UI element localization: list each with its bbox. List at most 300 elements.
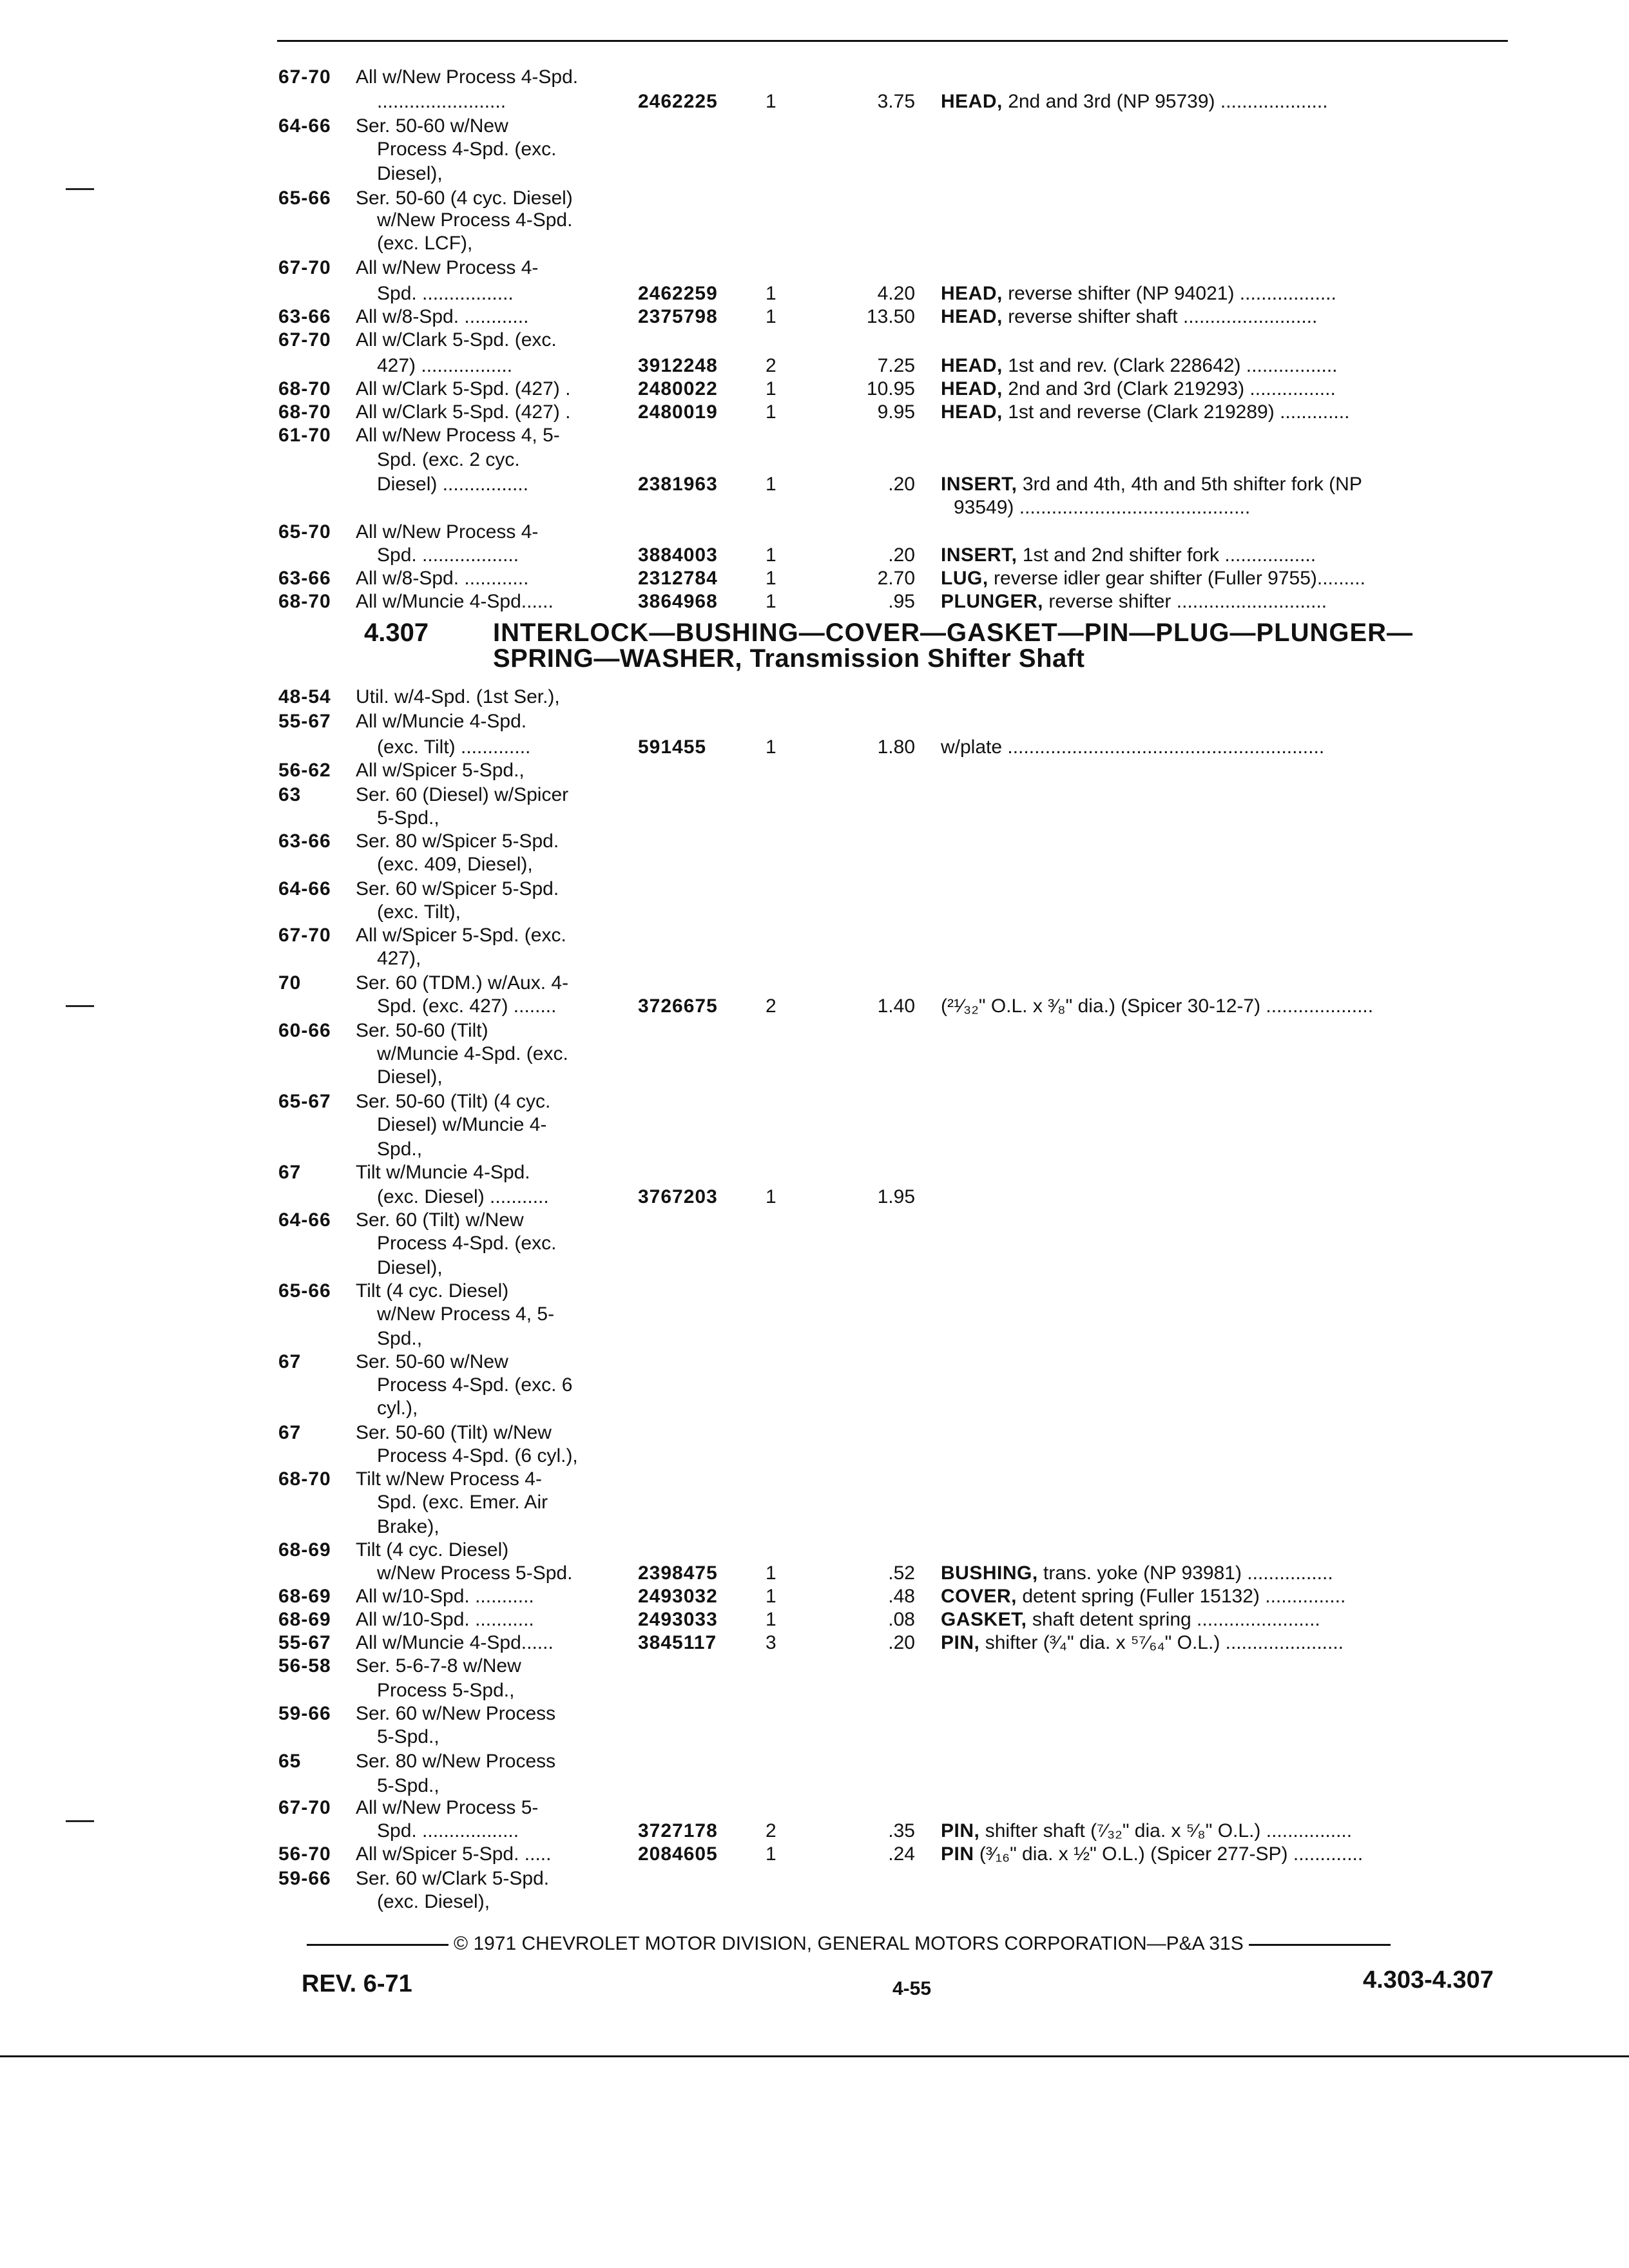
application: Tilt (4 cyc. Diesel) — [356, 1280, 509, 1302]
model-years: 67-70 — [278, 925, 331, 946]
model-years: 63-66 — [278, 306, 331, 327]
model-years: 68-69 — [278, 1539, 331, 1561]
part-name: GASKET, — [941, 1609, 1027, 1630]
application: Spd. .................. — [377, 544, 519, 566]
model-years: 59-66 — [278, 1868, 331, 1889]
application: 5-Spd., — [377, 1775, 439, 1796]
parts-row — [0, 376, 1629, 402]
description-text: reverse shifter shaft ......................... — [1008, 306, 1318, 327]
application: Diesel) w/Muncie 4- — [377, 1114, 547, 1135]
description-text: 1st and 2nd shifter fork ................. — [1022, 544, 1316, 566]
parts-row — [0, 758, 1629, 783]
application: Spd. .................. — [377, 1820, 519, 1841]
application: Util. w/4-Spd. (1st Ser.), — [356, 686, 560, 707]
description — [941, 1818, 1352, 1844]
parts-row — [0, 1396, 1629, 1421]
description — [941, 281, 1336, 307]
part-number: 2493033 — [638, 1609, 718, 1630]
part-name: HEAD, — [941, 378, 1003, 399]
section-number: 4.307 — [364, 619, 429, 647]
parts-row — [0, 566, 1629, 591]
parts-row — [0, 1537, 1629, 1563]
parts-row — [0, 1326, 1629, 1352]
parts-row — [0, 447, 1629, 473]
section-title-line-2: SPRING—WASHER, Transmission Shifter Shaft — [493, 644, 1085, 673]
parts-row — [0, 1231, 1629, 1256]
description-text: w/plate ........................................................... — [941, 736, 1325, 758]
rule-right — [1249, 1944, 1391, 1946]
quantity: 2 — [766, 995, 776, 1017]
parts-row — [0, 1184, 1629, 1210]
parts-row — [0, 994, 1629, 1019]
quantity: 2 — [766, 355, 776, 376]
model-years: 67-70 — [278, 257, 331, 278]
application: Ser. 50-60 w/New — [356, 1351, 508, 1372]
application: (exc. Diesel), — [377, 1891, 490, 1912]
parts-row — [0, 876, 1629, 902]
model-years: 65-66 — [278, 187, 331, 209]
quantity: 1 — [766, 736, 776, 758]
application: Process 4-Spd. (6 cyl.), — [377, 1445, 578, 1466]
parts-row — [0, 113, 1629, 139]
model-years: 55-67 — [278, 1632, 331, 1653]
parts-row — [0, 495, 1629, 521]
application: Diesel), — [377, 1066, 443, 1088]
parts-row — [0, 1889, 1629, 1915]
parts-row — [0, 1112, 1629, 1138]
price: 10.95 — [866, 378, 915, 399]
part-number: 2398475 — [638, 1562, 718, 1584]
quantity: 3 — [766, 1632, 776, 1653]
model-years: 56-70 — [278, 1843, 331, 1865]
price: 1.95 — [877, 1186, 915, 1207]
application: Ser. 60 w/Clark 5-Spd. — [356, 1868, 550, 1889]
parts-row — [0, 1561, 1629, 1586]
description-text: shifter (³⁄₄" dia. x ⁵⁷⁄₆₄" O.L.) ...................... — [985, 1632, 1344, 1653]
page-number: 4-55 — [892, 1978, 932, 1999]
model-years: 68-70 — [278, 401, 331, 423]
description — [941, 376, 1336, 402]
part-name: HEAD, — [941, 283, 1003, 304]
parts-row — [0, 899, 1629, 925]
parts-row — [0, 399, 1629, 425]
parts-row — [0, 1795, 1629, 1821]
parts-row — [0, 231, 1629, 256]
price: 2.70 — [877, 568, 915, 589]
parts-row — [0, 1653, 1629, 1679]
description — [941, 1841, 1363, 1867]
application: Ser. 50-60 (Tilt) w/New — [356, 1422, 552, 1443]
model-years: 67-70 — [278, 329, 331, 351]
quantity: 1 — [766, 1186, 776, 1207]
part-name: HEAD, — [941, 401, 1003, 423]
parts-row — [0, 1255, 1629, 1281]
parts-row — [0, 353, 1629, 379]
part-number: 2480019 — [638, 401, 718, 423]
parts-row — [0, 782, 1629, 808]
part-number: 3727178 — [638, 1820, 718, 1841]
parts-row — [0, 684, 1629, 710]
description-text: 93549) ........................................... — [954, 497, 1251, 518]
application: All w/New Process 4-Spd. — [356, 66, 579, 88]
description — [941, 1584, 1345, 1610]
parts-row — [0, 1678, 1629, 1704]
application: Spd. ................. — [377, 283, 514, 304]
price: .20 — [888, 544, 915, 566]
price: .48 — [888, 1586, 915, 1607]
model-years: 65 — [278, 1751, 302, 1772]
application: Spd., — [377, 1139, 423, 1160]
part-number: 3912248 — [638, 355, 718, 376]
application: Ser. 50-60 w/New — [356, 115, 508, 137]
parts-row — [0, 970, 1629, 996]
part-name: PLUNGER, — [941, 591, 1044, 612]
part-number: 2462259 — [638, 283, 718, 304]
model-years: 64-66 — [278, 1209, 331, 1231]
part-number: 2493032 — [638, 1586, 718, 1607]
part-name: COVER, — [941, 1586, 1017, 1607]
application: All w/10-Spd. ........... — [356, 1609, 534, 1630]
application: All w/Muncie 4-Spd. — [356, 711, 527, 732]
description — [941, 1630, 1344, 1656]
model-years: 63-66 — [278, 568, 331, 589]
parts-row — [0, 1724, 1629, 1750]
parts-row — [0, 304, 1629, 330]
quantity: 1 — [766, 91, 776, 112]
price: .20 — [888, 474, 915, 495]
description-text: shaft detent spring ....................... — [1032, 1609, 1320, 1630]
description — [941, 89, 1328, 115]
parts-row — [0, 1514, 1629, 1540]
parts-row — [0, 1866, 1629, 1892]
model-years: 60-66 — [278, 1020, 331, 1041]
parts-row — [0, 1278, 1629, 1304]
quantity: 1 — [766, 1609, 776, 1630]
description-text: reverse shifter (NP 94021) .................. — [1008, 283, 1336, 304]
quantity: 1 — [766, 401, 776, 423]
parts-row — [0, 1372, 1629, 1398]
parts-row — [0, 1160, 1629, 1186]
parts-row — [0, 1630, 1629, 1656]
application: Diesel), — [377, 1257, 443, 1278]
application: All w/Clark 5-Spd. (427) . — [356, 401, 571, 423]
price: .24 — [888, 1843, 915, 1865]
application: Ser. 5-6-7-8 w/New — [356, 1655, 521, 1677]
description-text: reverse shifter ............................ — [1048, 591, 1327, 612]
part-name: BUSHING, — [941, 1562, 1038, 1584]
part-name: LUG, — [941, 568, 988, 589]
application: Ser. 50-60 (Tilt) — [356, 1020, 488, 1041]
part-number: 2480022 — [638, 378, 718, 399]
parts-row — [0, 1089, 1629, 1115]
parts-row — [0, 423, 1629, 448]
application: 427) ................. — [377, 355, 513, 376]
application: Ser. 60 w/Spicer 5-Spd. — [356, 878, 559, 899]
description-text: reverse idler gear shifter (Fuller 9755)......... — [994, 568, 1365, 589]
application: Ser. 50-60 (Tilt) (4 cyc. — [356, 1091, 551, 1112]
application: All w/New Process 5- — [356, 1797, 539, 1818]
part-number: 3864968 — [638, 591, 718, 612]
price: 3.75 — [877, 91, 915, 112]
quantity: 1 — [766, 306, 776, 327]
quantity: 1 — [766, 544, 776, 566]
price: .35 — [888, 1820, 915, 1841]
model-years: 64-66 — [278, 115, 331, 137]
model-years: 67-70 — [278, 1797, 331, 1818]
model-years: 55-67 — [278, 711, 331, 732]
parts-row — [0, 923, 1629, 948]
application: Process 4-Spd. (exc. 6 — [377, 1374, 573, 1396]
description — [941, 399, 1349, 425]
application: Tilt (4 cyc. Diesel) — [356, 1539, 509, 1561]
parts-row — [0, 1041, 1629, 1067]
parts-row — [0, 472, 1629, 497]
application: (exc. Tilt), — [377, 901, 461, 923]
application: Tilt w/Muncie 4-Spd. — [356, 1162, 530, 1183]
parts-row — [0, 829, 1629, 854]
quantity: 1 — [766, 1586, 776, 1607]
parts-row — [0, 589, 1629, 615]
parts-row — [0, 137, 1629, 162]
parts-row — [0, 735, 1629, 760]
part-number: 3767203 — [638, 1186, 718, 1207]
copyright-text: © 1971 CHEVROLET MOTOR DIVISION, GENERAL MOTORS CORPORATION—P&A 31S — [454, 1933, 1244, 1954]
part-number: 3726675 — [638, 995, 718, 1017]
application: Spd. (exc. 427) ........ — [377, 995, 557, 1017]
parts-row — [0, 161, 1629, 187]
quantity: 1 — [766, 474, 776, 495]
part-name: PIN, — [941, 1632, 980, 1653]
application: Ser. 80 w/Spicer 5-Spd. — [356, 831, 559, 852]
application: Tilt w/New Process 4- — [356, 1468, 542, 1490]
quantity: 1 — [766, 283, 776, 304]
part-name: HEAD, — [941, 91, 1003, 112]
quantity: 1 — [766, 591, 776, 612]
application: Ser. 80 w/New Process — [356, 1751, 556, 1772]
quantity: 1 — [766, 568, 776, 589]
bottom-rule — [0, 2055, 1629, 2057]
rule-left — [307, 1944, 448, 1946]
model-years: 68-70 — [278, 591, 331, 612]
model-years: 67-70 — [278, 66, 331, 88]
application: Process 4-Spd. (exc. — [377, 1233, 557, 1254]
parts-row — [0, 1443, 1629, 1469]
description-text: (³⁄₁₆" dia. x ½" O.L.) (Spicer 277-SP) ............. — [979, 1843, 1364, 1865]
description — [941, 1607, 1320, 1633]
application: Ser. 60 (TDM.) w/Aux. 4- — [356, 972, 569, 994]
description-text: shifter shaft (⁷⁄₃₂" dia. x ⁵⁄₈" O.L.) ................ — [985, 1820, 1353, 1841]
parts-row — [0, 1349, 1629, 1375]
description — [941, 353, 1338, 379]
price: 4.20 — [877, 283, 915, 304]
application: All w/8-Spd. ............ — [356, 306, 529, 327]
copyright-line — [302, 1933, 1396, 1955]
model-years: 59-66 — [278, 1703, 331, 1724]
description — [941, 566, 1365, 591]
parts-row — [0, 1701, 1629, 1727]
application: Spd. (exc. Emer. Air — [377, 1492, 548, 1513]
application: All w/New Process 4- — [356, 521, 539, 543]
parts-row — [0, 1137, 1629, 1162]
part-number: 2462225 — [638, 91, 718, 112]
application: ........................ — [377, 91, 506, 112]
part-name: INSERT, — [941, 474, 1017, 495]
application: Ser. 60 w/New Process — [356, 1703, 556, 1724]
model-years: 68-69 — [278, 1586, 331, 1607]
application: Diesel), — [377, 163, 443, 184]
parts-row — [0, 1018, 1629, 1044]
application: Ser. 50-60 (4 cyc. Diesel) — [356, 187, 573, 209]
price: 7.25 — [877, 355, 915, 376]
model-years: 63 — [278, 784, 302, 805]
application: All w/New Process 4- — [356, 257, 539, 278]
application: All w/Muncie 4-Spd...... — [356, 1632, 554, 1653]
application: Process 5-Spd., — [377, 1680, 515, 1701]
parts-row — [0, 1584, 1629, 1610]
model-years: 68-70 — [278, 1468, 331, 1490]
price: .95 — [888, 591, 915, 612]
application: All w/New Process 4, 5- — [356, 425, 560, 446]
part-number: 3845117 — [638, 1632, 717, 1653]
parts-row — [0, 1607, 1629, 1633]
price: .08 — [888, 1609, 915, 1630]
application: w/New Process 5-Spd. — [377, 1562, 573, 1584]
parts-row — [0, 327, 1629, 353]
model-years: 68-70 — [278, 378, 331, 399]
parts-row — [0, 89, 1629, 115]
part-name: HEAD, — [941, 306, 1003, 327]
model-years: 67 — [278, 1162, 302, 1183]
model-years: 65-70 — [278, 521, 331, 543]
parts-row — [0, 1064, 1629, 1090]
price: .52 — [888, 1562, 915, 1584]
parts-row — [0, 1749, 1629, 1774]
description — [941, 589, 1327, 615]
application: All w/Clark 5-Spd. (427) . — [356, 378, 571, 399]
parts-row — [0, 1207, 1629, 1233]
parts-row — [0, 1302, 1629, 1327]
application: All w/Muncie 4-Spd...... — [356, 591, 554, 612]
description-text: (²¹⁄₃₂" O.L. x ³⁄₈" dia.) (Spicer 30-12-7) .................... — [941, 995, 1374, 1017]
description-text: detent spring (Fuller 15132) ............... — [1022, 1586, 1346, 1607]
application: w/New Process 4-Spd. — [377, 209, 573, 231]
price: 1.40 — [877, 995, 915, 1017]
section-title-line-1: INTERLOCK—BUSHING—COVER—GASKET—PIN—PLUG—PLUNGER— — [493, 619, 1414, 647]
part-name: PIN, — [941, 1820, 980, 1841]
parts-row — [0, 709, 1629, 735]
description — [954, 495, 1250, 521]
description — [941, 543, 1316, 568]
price: 9.95 — [877, 401, 915, 423]
model-years: 56-62 — [278, 760, 331, 781]
application: w/Muncie 4-Spd. (exc. — [377, 1043, 568, 1064]
application: 5-Spd., — [377, 807, 439, 829]
application: 427), — [377, 948, 421, 969]
parts-row — [0, 1490, 1629, 1515]
description-text: trans. yoke (NP 93981) ................ — [1043, 1562, 1333, 1584]
description — [941, 304, 1317, 330]
description-text: 2nd and 3rd (NP 95739) .................... — [1008, 91, 1328, 112]
price: 13.50 — [866, 306, 915, 327]
description-text: 3rd and 4th, 4th and 5th shifter fork (NP — [1022, 474, 1362, 495]
price: 1.80 — [877, 736, 915, 758]
parts-row — [0, 64, 1629, 90]
application: Spd. (exc. 2 cyc. — [377, 449, 520, 470]
parts-row — [0, 281, 1629, 307]
application: All w/Spicer 5-Spd. ..... — [356, 1843, 552, 1865]
application: Diesel) ................ — [377, 474, 529, 495]
parts-row — [0, 255, 1629, 281]
model-years: 68-69 — [278, 1609, 331, 1630]
top-rule — [277, 40, 1508, 42]
application: (exc. LCF), — [377, 233, 473, 254]
application: All w/10-Spd. ........... — [356, 1586, 534, 1607]
part-number: 2381963 — [638, 474, 718, 495]
model-years: 61-70 — [278, 425, 331, 446]
description-text: 2nd and 3rd (Clark 219293) ................ — [1008, 378, 1336, 399]
revision-label: REV. 6-71 — [302, 1970, 412, 1997]
application: cyl.), — [377, 1398, 418, 1419]
part-name: INSERT, — [941, 544, 1017, 566]
part-name: HEAD, — [941, 355, 1003, 376]
application: All w/Clark 5-Spd. (exc. — [356, 329, 557, 351]
application: All w/Spicer 5-Spd., — [356, 760, 525, 781]
quantity: 1 — [766, 1843, 776, 1865]
description — [941, 994, 1373, 1019]
model-years: 65-66 — [278, 1280, 331, 1302]
model-years: 56-58 — [278, 1655, 331, 1677]
application: Ser. 60 (Tilt) w/New — [356, 1209, 524, 1231]
application: (exc. 409, Diesel), — [377, 854, 533, 875]
application: Process 4-Spd. (exc. — [377, 139, 557, 160]
application: 5-Spd., — [377, 1726, 439, 1747]
description-text: 1st and reverse (Clark 219289) ............. — [1008, 401, 1350, 423]
description — [941, 472, 1362, 497]
part-number: 3884003 — [638, 544, 718, 566]
model-years: 48-54 — [278, 686, 331, 707]
parts-row — [0, 805, 1629, 831]
model-years: 63-66 — [278, 831, 331, 852]
parts-row — [0, 852, 1629, 878]
parts-row — [0, 519, 1629, 545]
application: Spd., — [377, 1328, 423, 1349]
model-years: 67 — [278, 1351, 302, 1372]
price: .20 — [888, 1632, 915, 1653]
part-number: 591455 — [638, 736, 707, 758]
parts-row — [0, 207, 1629, 233]
parts-row — [0, 543, 1629, 568]
section-range: 4.303-4.307 — [1363, 1966, 1494, 1994]
parts-row — [0, 946, 1629, 972]
application: Ser. 60 (Diesel) w/Spicer — [356, 784, 569, 805]
model-years: 70 — [278, 972, 302, 994]
model-years: 64-66 — [278, 878, 331, 899]
parts-row — [0, 1466, 1629, 1492]
part-number: 2084605 — [638, 1843, 718, 1865]
application: All w/Spicer 5-Spd. (exc. — [356, 925, 566, 946]
description-text: 1st and rev. (Clark 228642) ................. — [1008, 355, 1338, 376]
part-number: 2375798 — [638, 306, 718, 327]
description — [941, 735, 1324, 760]
quantity: 2 — [766, 1820, 776, 1841]
model-years: 67 — [278, 1422, 302, 1443]
application: Brake), — [377, 1516, 439, 1537]
part-number: 2312784 — [638, 568, 718, 589]
model-years: 65-67 — [278, 1091, 331, 1112]
application: (exc. Tilt) ............. — [377, 736, 531, 758]
application: All w/8-Spd. ............ — [356, 568, 529, 589]
quantity: 1 — [766, 378, 776, 399]
